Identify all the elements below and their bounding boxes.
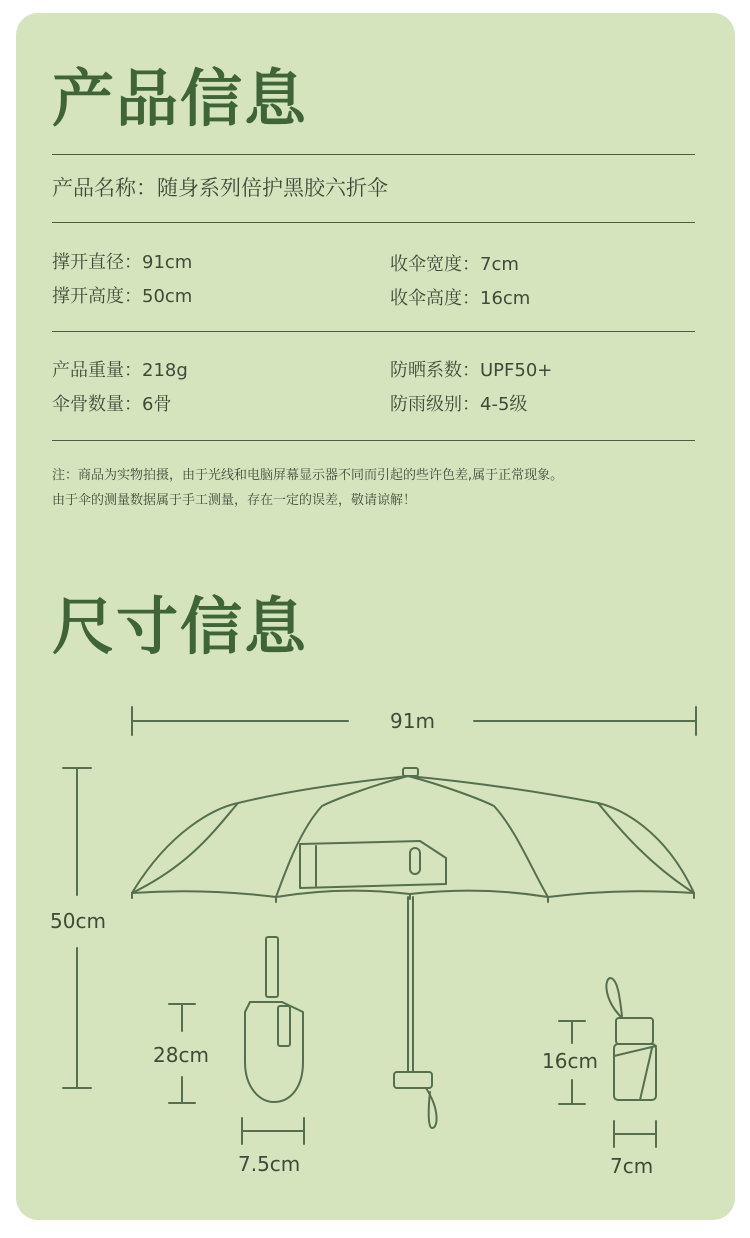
closed-height-label: 16cm xyxy=(542,1049,598,1073)
size-info-title: 尺寸信息 xyxy=(52,590,309,663)
spec-rain-level: 防雨级别：4-5级 xyxy=(390,394,528,415)
product-info-title: 产品信息 xyxy=(52,62,309,135)
spec-closed-width: 收伞宽度：7cm xyxy=(390,254,519,275)
pouch-height-label: 28cm xyxy=(153,1043,209,1067)
open-umbrella xyxy=(132,768,694,1128)
spec-closed-height: 收伞高度：16cm xyxy=(390,288,531,309)
spec-upf: 防晒系数：UPF50+ xyxy=(390,360,553,381)
closed-width-label: 7cm xyxy=(610,1154,654,1178)
spec-open-diameter: 撑开直径：91cm xyxy=(52,252,193,273)
note-line-2: 由于伞的测量数据属于手工测量，存在一定的误差，敬请谅解！ xyxy=(52,493,417,508)
note-line-1: 注：商品为实物拍摄，由于光线和电脑屏幕显示器不同而引起的些许色差,属于正常现象。 xyxy=(52,468,564,483)
spec-weight: 产品重量：218g xyxy=(52,360,188,381)
open-width-label: 91m xyxy=(390,709,435,733)
spec-open-height: 撑开高度：50cm xyxy=(52,286,193,307)
product-name: 产品名称：随身系列倍护黑胶六折伞 xyxy=(52,176,388,200)
pouch-width-label: 7.5cm xyxy=(238,1152,301,1176)
umbrella-pouch xyxy=(169,937,304,1144)
spec-ribs: 伞骨数量：6骨 xyxy=(52,394,172,415)
open-height-label: 50cm xyxy=(50,909,106,933)
